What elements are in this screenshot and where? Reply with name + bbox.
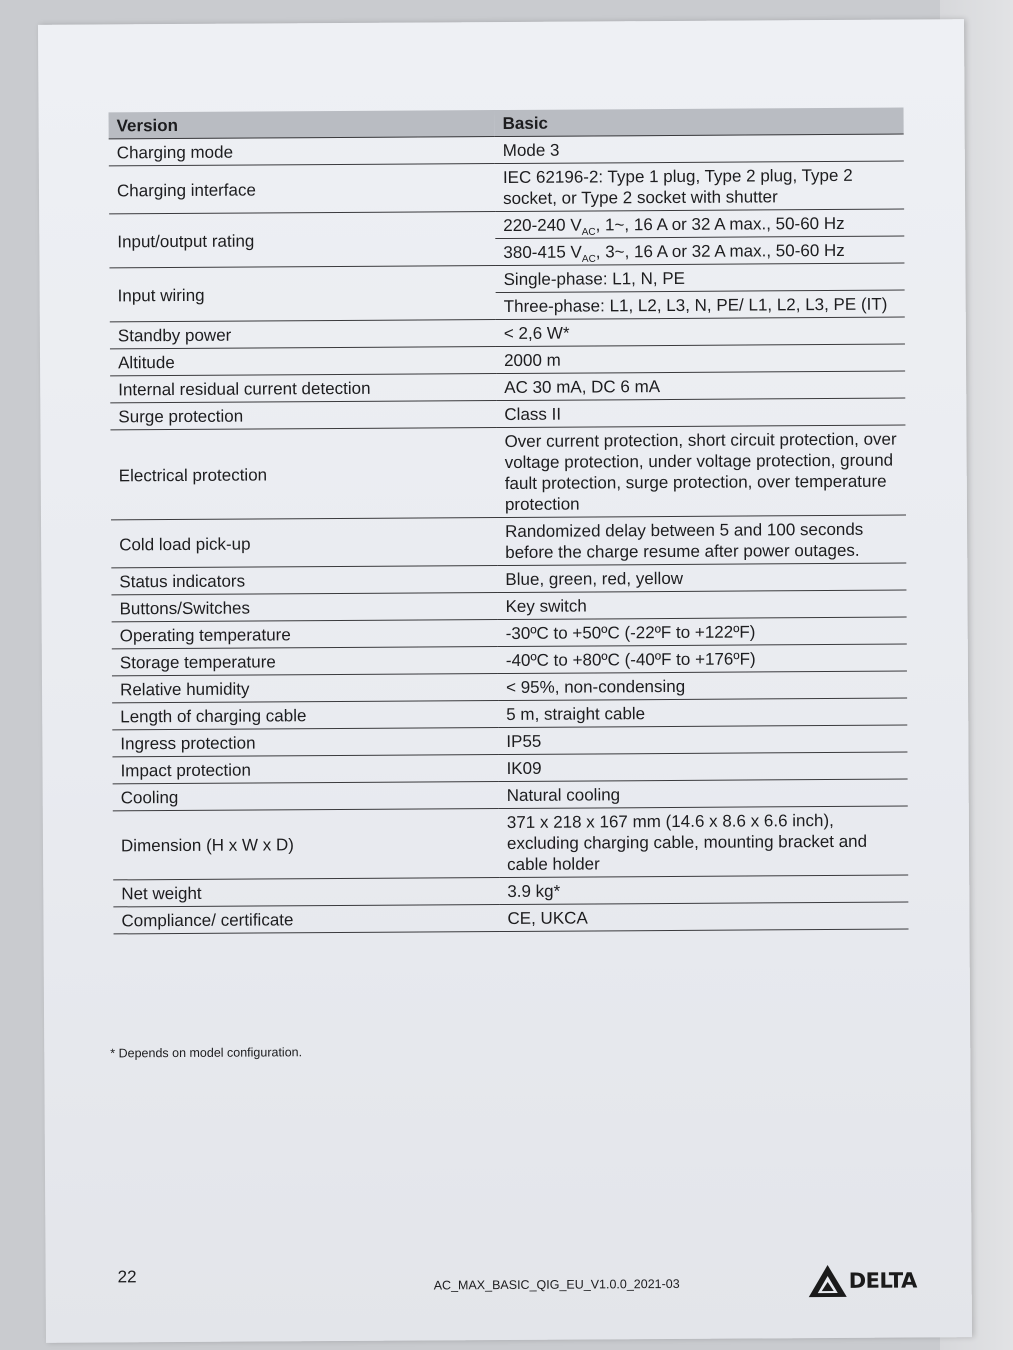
- header-basic: Basic: [495, 108, 904, 137]
- document-code: AC_MAX_BASIC_QIG_EU_V1.0.0_2021-03: [433, 1276, 680, 1293]
- rating-details: , 1~, 16 A or 32 A max., 50-60 Hz: [595, 213, 845, 235]
- rating-details: , 3~, 16 A or 32 A max., 50-60 Hz: [595, 240, 845, 262]
- row-label: Storage temperature: [112, 647, 498, 676]
- row-value: 371 x 218 x 167 mm (14.6 x 8.6 x 6.6 inch), excluding charging cable, mounting bracket and cable holder: [499, 806, 908, 877]
- row-label: Altitude: [110, 347, 496, 376]
- row-value: AC 30 mA, DC 6 mA: [496, 371, 905, 400]
- delta-triangle-logo-icon: [808, 1264, 848, 1298]
- row-label: Standby power: [110, 320, 496, 349]
- row-value: CE, UKCA: [499, 902, 908, 931]
- row-value: IP55: [498, 725, 907, 754]
- row-value: Single-phase: L1, N, PE: [495, 263, 904, 292]
- row-value: Blue, green, red, yellow: [497, 563, 906, 592]
- specification-table: [109, 108, 909, 935]
- row-label: Input wiring: [109, 266, 495, 322]
- row-label: Electrical protection: [110, 428, 497, 520]
- row-label: Cooling: [113, 782, 499, 811]
- row-label: Status indicators: [111, 566, 497, 595]
- row-value: Mode 3: [495, 134, 904, 163]
- rating-subscript: AC: [581, 253, 596, 265]
- row-value: Class II: [496, 398, 905, 427]
- row-value: IEC 62196-2: Type 1 plug, Type 2 plug, Type 2 socket, or Type 2 socket with shutter: [495, 161, 904, 211]
- manual-page: [38, 19, 972, 1343]
- row-label: Buttons/Switches: [111, 593, 497, 622]
- footnote: * Depends on model configuration.: [110, 1045, 303, 1061]
- rating-voltage: 220-240 V: [503, 215, 582, 236]
- table-row: [109, 161, 904, 214]
- row-label: Compliance/ certificate: [113, 905, 499, 934]
- row-value: < 95%, non-condensing: [498, 671, 907, 700]
- table-row: [113, 902, 908, 934]
- table-body: [109, 134, 909, 934]
- header-version: Version: [109, 110, 495, 139]
- table-row: [113, 806, 908, 880]
- rating-voltage: 380-415 V: [503, 242, 582, 263]
- brand-logo: [808, 1263, 917, 1298]
- row-value: 2000 m: [496, 344, 905, 373]
- row-label: Net weight: [113, 878, 499, 907]
- row-label: Ingress protection: [112, 728, 498, 757]
- row-value: [495, 236, 904, 265]
- row-value: Randomized delay between 5 and 100 seconds before the charge resume after power outages.: [497, 515, 906, 565]
- row-label: Dimension (H x W x D): [113, 809, 499, 880]
- brand-name: DELTA: [848, 1268, 917, 1293]
- row-value: -30ºC to +50ºC (-22ºF to +122ºF): [498, 617, 907, 646]
- table-row: [111, 515, 906, 568]
- row-value: IK09: [498, 752, 907, 781]
- rating-subscript: AC: [581, 226, 596, 238]
- row-value: < 2,6 W*: [496, 317, 905, 346]
- row-value: Over current protection, short circuit protection, over voltage protection, under voltage protection, ground fault protection, surge protection, over temperature protection: [496, 425, 906, 517]
- row-value: [495, 209, 904, 238]
- row-value: Key switch: [497, 590, 906, 619]
- row-value: Three-phase: L1, L2, L3, N, PE/ L1, L2, L3, PE (IT): [496, 290, 905, 319]
- row-label: Charging mode: [109, 137, 495, 166]
- row-value: -40ºC to +80ºC (-40ºF to +176ºF): [498, 644, 907, 673]
- row-label: Length of charging cable: [112, 701, 498, 730]
- row-label: Charging interface: [109, 164, 495, 214]
- row-label: Operating temperature: [112, 620, 498, 649]
- row-label: Impact protection: [112, 755, 498, 784]
- row-value: 3.9 kg*: [499, 875, 908, 904]
- row-value: Natural cooling: [499, 779, 908, 808]
- row-label: Internal residual current detection: [110, 374, 496, 403]
- row-label: Cold load pick-up: [111, 518, 497, 568]
- row-label: Input/output rating: [109, 212, 495, 268]
- page-number: 22: [117, 1267, 137, 1287]
- row-label: Surge protection: [110, 401, 496, 430]
- row-label: Relative humidity: [112, 674, 498, 703]
- row-value: 5 m, straight cable: [498, 698, 907, 727]
- table-row: [110, 425, 906, 520]
